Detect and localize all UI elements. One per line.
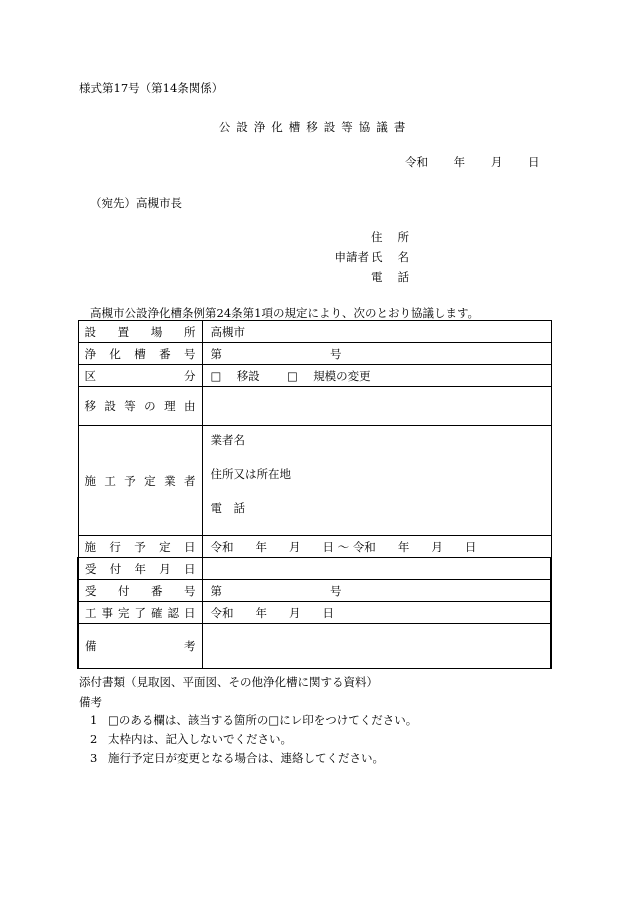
notes-title: 備考 xyxy=(79,695,102,709)
row-schedule xyxy=(78,536,551,558)
checkbox-relocation[interactable]: □ xyxy=(210,368,222,383)
contractor-company-label[interactable]: 業者名 xyxy=(210,433,245,447)
label-schedule: 施 行 予 定 日 xyxy=(84,539,196,554)
applicant-address-label: 住 所 xyxy=(371,230,409,244)
applicant-label: 申請者 xyxy=(334,250,369,264)
contractor-phone-label[interactable]: 電 話 xyxy=(210,501,245,515)
label-receipt-number: 受 付 番 号 xyxy=(85,583,196,598)
receipt-number-field: 第 号 xyxy=(202,580,551,602)
applicant-name-label: 氏 名 xyxy=(371,250,409,264)
contractor-address-label[interactable]: 住所又は所在地 xyxy=(210,467,291,481)
option-relocation: 移設 xyxy=(236,368,260,383)
checkbox-scale-change[interactable]: □ xyxy=(287,368,298,383)
note-item: 1 □のある欄は、該当する箇所の□にレ印をつけてください。 xyxy=(90,713,418,727)
form-number: 様式第17号（第14条関係） xyxy=(79,81,224,95)
reason-field[interactable] xyxy=(202,387,551,426)
label-remarks: 備 考 xyxy=(85,639,196,653)
row-reason xyxy=(78,387,551,426)
row-location xyxy=(78,321,551,343)
location-value[interactable]: 高槻市 xyxy=(202,321,551,343)
label-tank-number: 浄 化 槽 番 号 xyxy=(84,346,196,361)
row-receipt-date xyxy=(78,558,551,580)
row-category xyxy=(78,365,551,387)
document-title: 公設浄化槽移設等協議書 xyxy=(218,120,412,134)
submission-date xyxy=(405,154,539,170)
notes-list xyxy=(90,712,417,769)
intro-text: 高槻市公設浄化槽条例第24条第1項の規定により、次のとおり協議します。 xyxy=(90,306,480,320)
date-month: 月 xyxy=(490,155,503,169)
note-item: 2 太枠内は、記入しないでください。 xyxy=(90,732,292,746)
applicant-block xyxy=(322,229,409,289)
row-tank-number xyxy=(78,343,551,365)
note-item: 3 施行予定日が変更となる場合は、連絡してください。 xyxy=(90,751,384,765)
completion-check-field: 令和 年 月 日 xyxy=(202,602,551,624)
row-contractor xyxy=(78,426,551,536)
option-scale-change: 規模の変更 xyxy=(313,368,371,383)
date-era: 令和 xyxy=(405,155,428,169)
receipt-date-field xyxy=(202,558,551,580)
applicant-phone-label: 電 話 xyxy=(371,270,409,284)
date-day: 日 xyxy=(527,155,540,169)
label-receipt-date: 受 付 年 月 日 xyxy=(85,561,196,576)
date-year: 年 xyxy=(453,155,466,169)
consultation-form-table xyxy=(77,320,552,669)
category-field xyxy=(202,365,551,387)
label-location: 設 置 場 所 xyxy=(84,324,196,339)
row-completion-check xyxy=(78,602,551,624)
label-category: 区 分 xyxy=(84,368,196,383)
label-contractor: 施 工 予 定 業 者 xyxy=(84,473,196,488)
addressee: （宛先）高槻市長 xyxy=(90,196,182,210)
row-receipt-number xyxy=(78,580,551,602)
remarks-field xyxy=(202,624,551,669)
label-completion-check: 工 事 完 了 確 認 日 xyxy=(85,605,196,620)
row-remarks xyxy=(78,624,551,669)
tank-number-field[interactable]: 第 号 xyxy=(202,343,551,365)
label-reason: 移 設 等 の 理 由 xyxy=(84,399,196,413)
range-tilde: 〜 xyxy=(337,539,350,554)
contractor-field xyxy=(202,426,551,536)
schedule-field[interactable]: 令和 年 月 日 〜 令和 年 月 日 xyxy=(202,536,551,558)
attachments-note: 添付書類（見取図、平面図、その他浄化槽に関する資料） xyxy=(79,675,378,689)
